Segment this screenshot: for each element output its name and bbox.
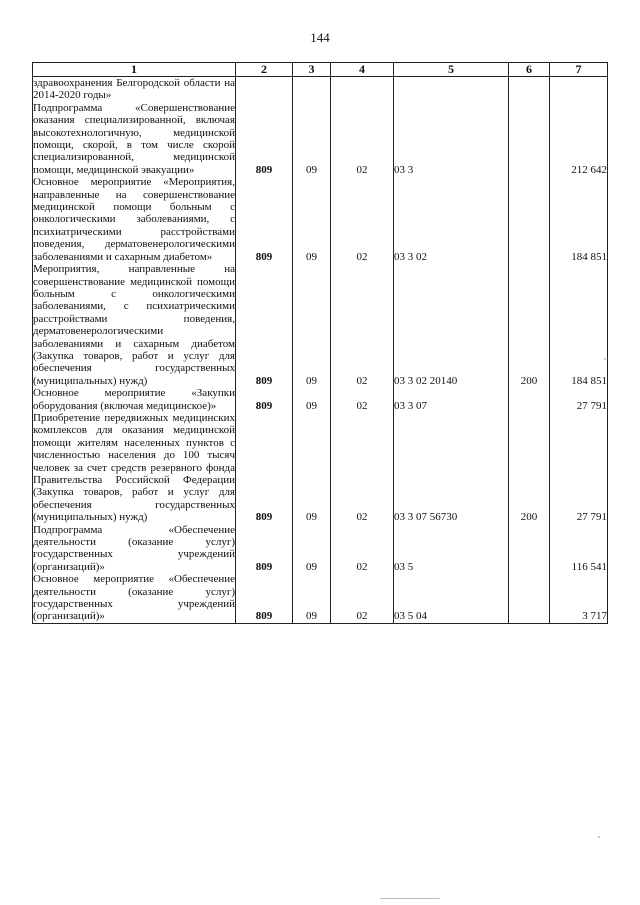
row-name-line: Подпрограмма «Обеспечение деятельности (оказание услуг) государственных учреждений (организаций)» bbox=[33, 523, 235, 573]
ministry-cell: 809 bbox=[236, 524, 293, 574]
section-cell: 09 bbox=[293, 573, 331, 623]
amount-cell: 27 791 bbox=[550, 387, 608, 412]
expense-type-cell bbox=[509, 77, 550, 177]
section-cell: 09 bbox=[293, 387, 331, 412]
row-name-line: Подпрограмма «Совершенствование оказания специализированной, включая высокотехнологичную, медицинской помощи, скорой, в том числе скорой специализированной, медицинской помощи, медицинской эвакуации» bbox=[33, 101, 235, 176]
target-article-cell: 03 3 02 bbox=[394, 176, 509, 263]
scan-speck bbox=[604, 358, 606, 360]
row-name-cell bbox=[33, 524, 236, 574]
subsection-cell: 02 bbox=[331, 524, 394, 574]
ministry-cell: 809 bbox=[236, 77, 293, 177]
column-header-ministry: 2 bbox=[236, 63, 293, 77]
budget-table bbox=[32, 62, 608, 624]
table-row bbox=[33, 412, 608, 524]
expense-type-cell: 200 bbox=[509, 263, 550, 387]
row-name-line: здравоохранения Белгородской области на 2014-2020 годы» bbox=[33, 77, 235, 102]
column-header-expense-type: 6 bbox=[509, 63, 550, 77]
row-name-cell bbox=[33, 387, 236, 412]
amount-cell: 3 717 bbox=[550, 573, 608, 623]
table-row bbox=[33, 77, 608, 177]
target-article-cell: 03 5 04 bbox=[394, 573, 509, 623]
row-name-line: Основное мероприятие «Обеспечение деятельности (оказание услуг) государственных учреждений (организаций)» bbox=[33, 573, 235, 623]
subsection-cell: 02 bbox=[331, 573, 394, 623]
subsection-cell: 02 bbox=[331, 263, 394, 387]
scan-speck bbox=[380, 898, 440, 899]
amount-cell: 212 642 bbox=[550, 77, 608, 177]
expense-type-cell bbox=[509, 387, 550, 412]
row-name-cell bbox=[33, 77, 236, 177]
ministry-cell: 809 bbox=[236, 263, 293, 387]
target-article-cell: 03 3 bbox=[394, 77, 509, 177]
table-row bbox=[33, 176, 608, 263]
target-article-cell: 03 3 07 bbox=[394, 387, 509, 412]
section-cell: 09 bbox=[293, 77, 331, 177]
subsection-cell: 02 bbox=[331, 387, 394, 412]
column-header-target-article: 5 bbox=[394, 63, 509, 77]
subsection-cell: 02 bbox=[331, 412, 394, 524]
target-article-cell: 03 3 02 20140 bbox=[394, 263, 509, 387]
row-name-cell bbox=[33, 412, 236, 524]
column-header-name: 1 bbox=[33, 63, 236, 77]
ministry-cell: 809 bbox=[236, 573, 293, 623]
ministry-cell: 809 bbox=[236, 387, 293, 412]
subsection-cell: 02 bbox=[331, 176, 394, 263]
row-name-cell bbox=[33, 263, 236, 387]
column-header-subsection: 4 bbox=[331, 63, 394, 77]
row-name-cell bbox=[33, 573, 236, 623]
subsection-cell: 02 bbox=[331, 77, 394, 177]
row-name-line: Основное мероприятие «Мероприятия, направленные на совершенствование медицинской помощи больным с онкологическими заболеваниями, с психиатрическими расстройствами поведения, дерматовенерологическими заболеваниями и сахарным диабетом» bbox=[33, 176, 235, 263]
row-name-cell bbox=[33, 176, 236, 263]
column-header-amount: 7 bbox=[550, 63, 608, 77]
target-article-cell: 03 5 bbox=[394, 524, 509, 574]
row-name-line: Основное мероприятие «Закупки оборудования (включая медицинское)» bbox=[33, 387, 235, 412]
column-header-section: 3 bbox=[293, 63, 331, 77]
amount-cell: 184 851 bbox=[550, 263, 608, 387]
page-number: 144 bbox=[310, 30, 330, 45]
section-cell: 09 bbox=[293, 524, 331, 574]
row-name-line: Мероприятия, направленные на совершенствование медицинской помощи больным с онкологическими заболеваниями, с психиатрическими расстройствами поведения, дерматовенерологическими заболеваниями и сахарным диабетом (Закупка товаров, работ и услуг для обеспечения государственных (муниципальных) нужд) bbox=[33, 263, 235, 387]
amount-cell: 116 541 bbox=[550, 524, 608, 574]
scan-speck bbox=[598, 836, 600, 838]
expense-type-cell: 200 bbox=[509, 412, 550, 524]
table-header-row bbox=[33, 63, 608, 77]
section-cell: 09 bbox=[293, 412, 331, 524]
section-cell: 09 bbox=[293, 263, 331, 387]
target-article-cell: 03 3 07 56730 bbox=[394, 412, 509, 524]
table-row bbox=[33, 263, 608, 387]
expense-type-cell bbox=[509, 176, 550, 263]
ministry-cell: 809 bbox=[236, 412, 293, 524]
table-row bbox=[33, 573, 608, 623]
amount-cell: 184 851 bbox=[550, 176, 608, 263]
amount-cell: 27 791 bbox=[550, 412, 608, 524]
table-row bbox=[33, 387, 608, 412]
ministry-cell: 809 bbox=[236, 176, 293, 263]
row-name-line: Приобретение передвижных медицинских комплексов для оказания медицинской помощи жителям населенных пунктов с численностью населения до 100 тысяч человек за счет средств резервного фонда Правительства Российской Федерации (Закупка товаров, работ и услуг для обеспечения государственных (муниципальных) нужд) bbox=[33, 411, 235, 524]
table-row bbox=[33, 524, 608, 574]
expense-type-cell bbox=[509, 573, 550, 623]
expense-type-cell bbox=[509, 524, 550, 574]
section-cell: 09 bbox=[293, 176, 331, 263]
